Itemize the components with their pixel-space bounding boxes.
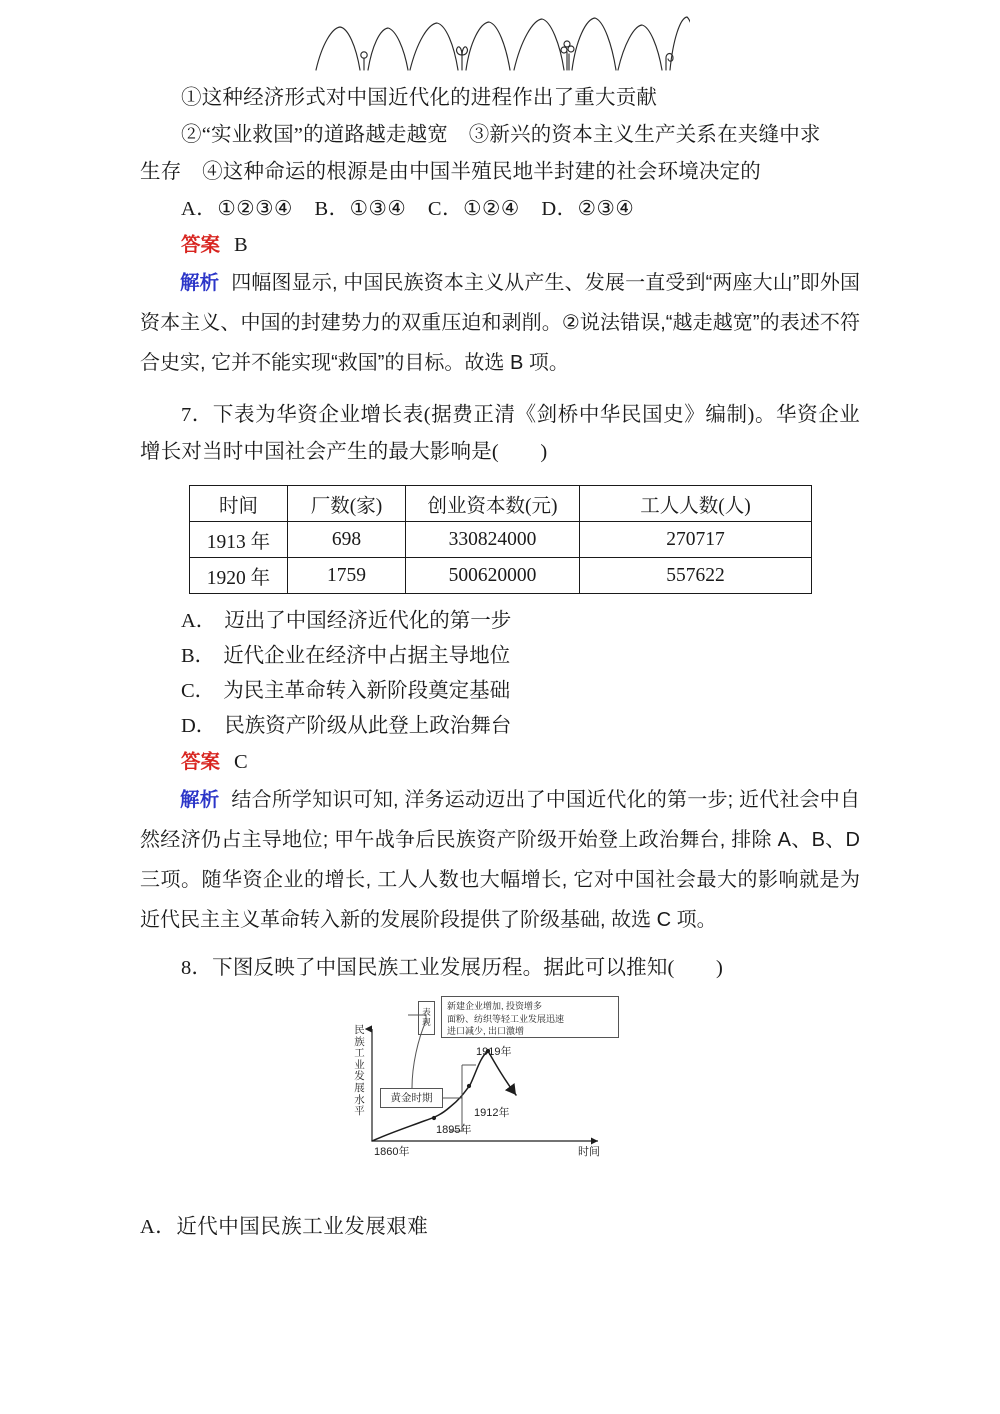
- q6-analysis-text: 四幅图显示, 中国民族资本主义从产生、发展一直受到“两座大山”即外国资本主义、中国的封建势力的双重压迫和剥削。②说法错误,“越走越宽”的表述不符合史实, 它并不能实现“救国”的目标。故选 B 项。: [140, 272, 860, 374]
- y-axis-char-7: 平: [354, 1105, 365, 1118]
- note-line-1: 新建企业增加, 投资增多: [447, 1001, 543, 1011]
- q6-option-c-value: ①②④: [463, 198, 520, 220]
- q6-option-a[interactable]: [181, 198, 293, 220]
- q6-option-b[interactable]: [314, 198, 406, 220]
- q7-choice-b-letter: B．: [181, 645, 216, 667]
- performance-char-0: 表: [422, 1007, 431, 1017]
- minzu-industry-development-figure: [350, 993, 650, 1193]
- y-axis-char-0: 民: [354, 1024, 365, 1036]
- q6-option-a-letter: A．: [181, 198, 218, 220]
- q8-choice-a-letter: A．: [140, 1216, 177, 1238]
- point-label-1912: 1912年: [474, 1107, 510, 1119]
- table-header-row: [190, 486, 812, 522]
- q6-statement-line-2: ②“实业救国”的道路越走越宽 ③新兴的资本主义生产关系在夹缝中求: [181, 124, 821, 146]
- golden-period-box: 黄金时期: [380, 1088, 443, 1108]
- q6-option-b-value: ①③④: [349, 198, 407, 220]
- table-header-cell: 厂数(家): [288, 486, 406, 522]
- note-line-3: 进口减少, 出口激增: [447, 1026, 525, 1036]
- q7-choice-a[interactable]: [140, 604, 860, 639]
- figure-y-axis-label: [353, 1025, 366, 1118]
- q7-choice-d-text: 民族资产阶级从此登上政治舞台: [224, 715, 512, 737]
- q7-choice-d-letter: D．: [181, 715, 217, 737]
- table-row: [190, 558, 812, 594]
- table-cell: 330824000: [406, 522, 580, 558]
- note-line-2: 面粉、纺织等轻工业发展迅速: [447, 1013, 565, 1024]
- y-axis-char-4: 发: [354, 1070, 365, 1083]
- q7-table-wrapper: [189, 485, 811, 594]
- point-label-1919: 1919年: [476, 1046, 512, 1058]
- q6-option-d[interactable]: [541, 198, 634, 220]
- table-header-cell: 工人人数(人): [580, 486, 812, 522]
- q8-choice-a[interactable]: [140, 1209, 860, 1245]
- q6-analysis-label: 解析: [180, 272, 220, 294]
- q6-option-c[interactable]: [428, 198, 520, 220]
- table-cell: 1759: [288, 558, 406, 594]
- q6-answer-label: 答案: [181, 234, 221, 256]
- q7-choice-a-letter: A．: [181, 610, 217, 632]
- q7-stem: 7．下表为华资企业增长表(据费正清《剑桥中华民国史》编制)。华资企业增长对当时中国社会产生的最大影响是( ): [140, 404, 860, 463]
- table-cell: 557622: [580, 558, 812, 594]
- q7-choice-b-text: 近代企业在经济中占据主导地位: [223, 645, 511, 667]
- q7-analysis: [140, 780, 860, 940]
- table-cell: 500620000: [406, 558, 580, 594]
- performance-note-box: [441, 996, 619, 1038]
- y-axis-char-3: 业: [354, 1058, 365, 1071]
- q7-choice-c-text: 为民主革命转入新阶段奠定基础: [223, 680, 511, 702]
- q7-answer-value: C: [234, 751, 248, 773]
- y-axis-char-2: 工: [354, 1047, 365, 1060]
- table-header-cell: 时间: [190, 486, 288, 522]
- four-panel-illustration: [310, 0, 690, 78]
- table-header-cell: 创业资本数(元): [406, 486, 580, 522]
- y-axis-char-5: 展: [354, 1081, 365, 1094]
- q6-option-c-letter: C．: [427, 198, 464, 220]
- table-cell: 698: [288, 522, 406, 558]
- q6-analysis: [140, 263, 860, 383]
- q6-statements: [140, 80, 860, 191]
- q6-option-d-value: ②③④: [577, 198, 635, 220]
- y-axis-char-1: 族: [354, 1035, 365, 1048]
- q7-choice-d[interactable]: [140, 709, 860, 744]
- figure-x-axis-label: 时间: [578, 1146, 600, 1158]
- q7-choice-c-letter: C．: [181, 680, 216, 702]
- y-axis-char-6: 水: [354, 1093, 365, 1106]
- performance-char-1: 现: [422, 1016, 431, 1027]
- table-row: [190, 522, 812, 558]
- q7-choice-c[interactable]: [140, 674, 860, 709]
- q7-answer-label: 答案: [181, 751, 221, 773]
- q6-option-d-letter: D．: [541, 198, 578, 220]
- q7-answer-row: [140, 744, 860, 780]
- table-cell: 270717: [580, 522, 812, 558]
- table-cell: 1920 年: [190, 558, 288, 594]
- q6-statement-line-1: ①这种经济形式对中国近代化的进程作出了重大贡献: [181, 87, 658, 109]
- q6-options-row: [140, 191, 860, 227]
- point-label-1895: 1895年: [436, 1124, 472, 1136]
- q7-analysis-text: 结合所学知识可知, 洋务运动迈出了中国近代化的第一步; 近代社会中自然经济仍占主导地位; 甲午战争后民族资产阶级开始登上政治舞台, 排除 A、B、D 三项。随华资企业的增长, 工人人数也大幅增长, 它对中国社会最大的影响就是为近代民主主义革命转入新的发展阶段提供了阶级基础, 故选 C 项。: [140, 789, 860, 931]
- huazi-enterprise-growth-table: [189, 485, 812, 594]
- q8-stem: 8．下图反映了中国民族工业发展历程。据此可以推知( ): [181, 957, 724, 979]
- performance-label-box: [418, 1001, 435, 1035]
- point-label-1860: 1860年: [374, 1146, 410, 1158]
- q6-answer-value: B: [234, 234, 248, 256]
- q8-choice-a-text: 近代中国民族工业发展艰难: [176, 1216, 429, 1238]
- q6-answer-row: [140, 227, 860, 263]
- q7-analysis-label: 解析: [180, 789, 220, 811]
- q7-choice-a-text: 迈出了中国经济近代化的第一步: [224, 610, 512, 632]
- q6-option-a-value: ①②③④: [217, 198, 293, 220]
- q7-choice-b[interactable]: [140, 639, 860, 674]
- q6-option-b-letter: B．: [314, 198, 350, 220]
- q6-statement-line-3: 生存 ④这种命运的根源是由中国半殖民地半封建的社会环境决定的: [140, 161, 761, 183]
- table-cell: 1913 年: [190, 522, 288, 558]
